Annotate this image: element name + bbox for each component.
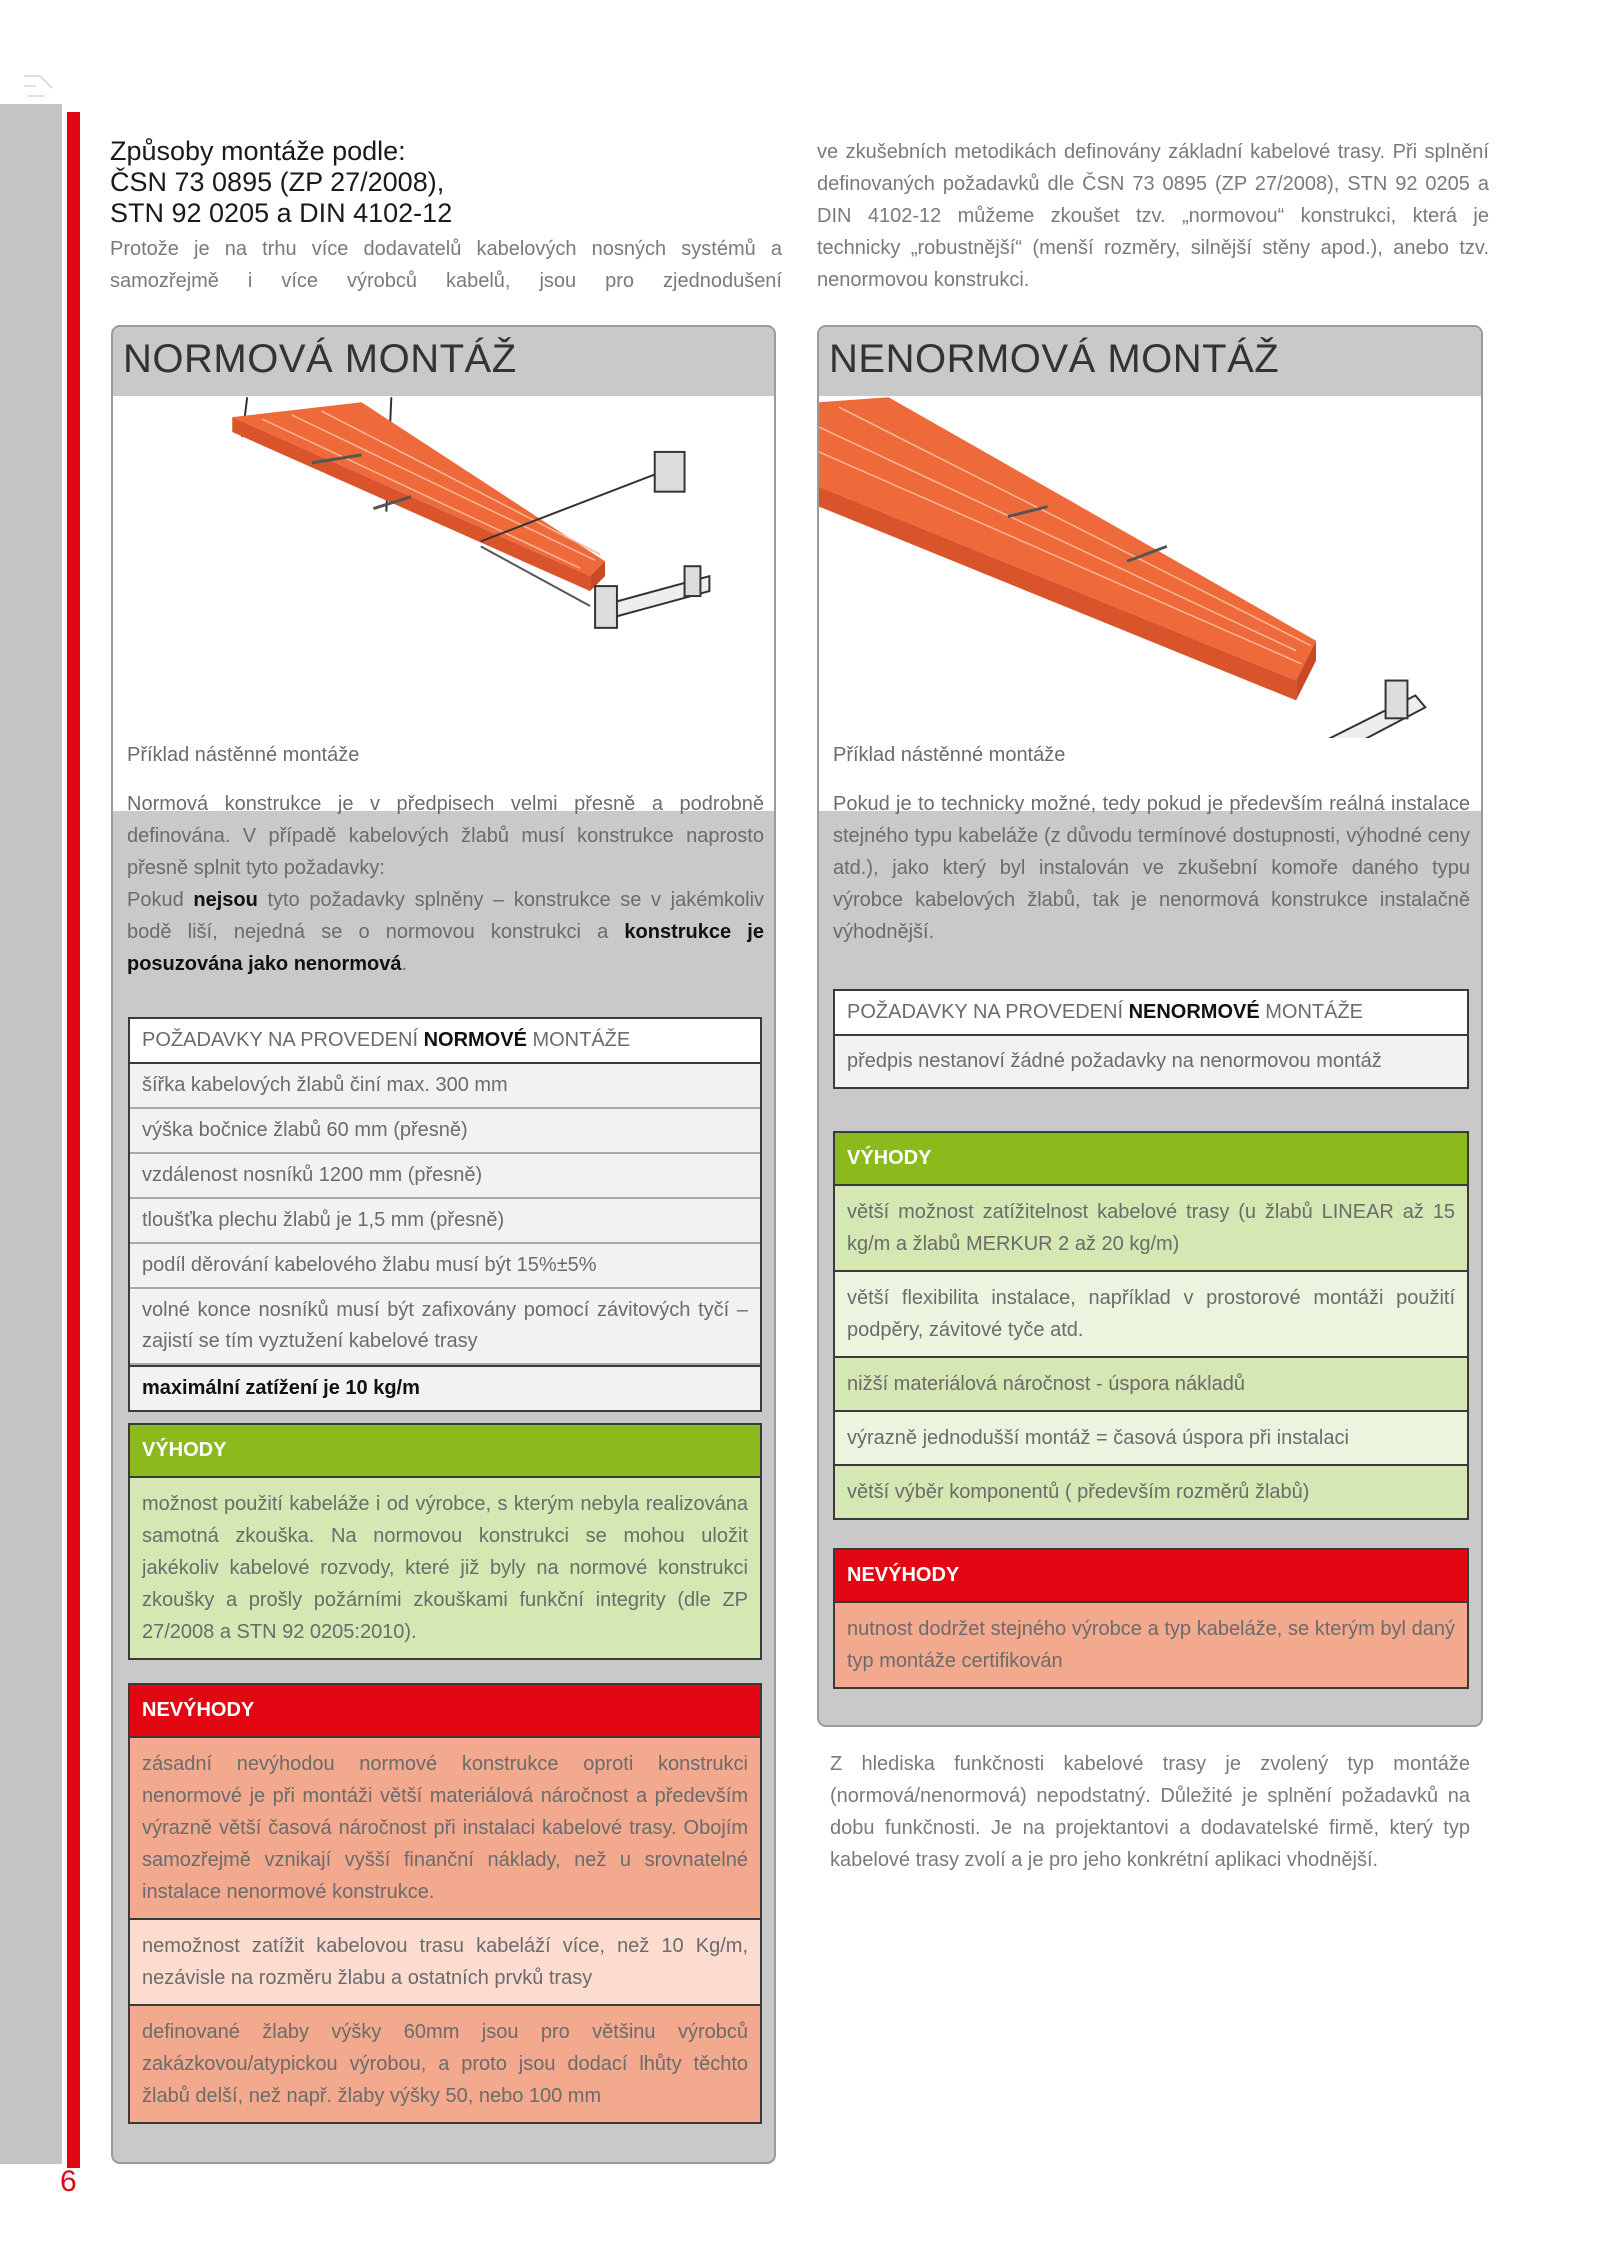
- advantages-box-nenormova: [833, 1131, 1469, 1520]
- text-run: MONTÁŽE: [1259, 1001, 1364, 1023]
- advantages-header: VÝHODY: [835, 1133, 1467, 1186]
- intro-left: Protože je na trhu více dodavatelů kabelových nosných systémů a samozřejmě i více výrobců kabelů, jsou pro zjednodušení: [110, 238, 782, 292]
- requirements-table-normova: [128, 1017, 762, 1412]
- disadvantages-header: NEVÝHODY: [835, 1550, 1467, 1603]
- table-row: volné konce nosníků musí být zafixovány pomocí závitových tyčí – zajistí se tím vyztužení kabelové trasy: [130, 1289, 760, 1365]
- closing-paragraph: Z hlediska funkčnosti kabelové trasy je zvolený typ montáže (normová/nenormová) nepodstatný. Důležité je splnění požadavků na dobu funkčnosti. Je na projektantovi a dodavatelské firmě, který typ kabelové trasy zvolí a je pro jeho konkrétní aplikaci vhodnější.: [830, 1753, 1470, 1871]
- table-row: šířka kabelových žlabů činí max. 300 mm: [130, 1064, 760, 1109]
- advantage-item: možnost použití kabeláže i od výrobce, s kterým nebyla realizována samotná zkouška. Na normovou konstrukci se mohou uložit jakékoliv kabelové rozvody, které již byly na normové konstrukci zkoušky a prošly požárními zkouškami funkční integrity (dle ZP 27/2008 a STN 92 0205:2010).: [130, 1478, 760, 1658]
- advantage-item: větší flexibilita instalace, například v prostorové montáži použití podpěry, závitové tyče atd.: [835, 1272, 1467, 1358]
- advantage-item: nižší materiálová náročnost - úspora nákladů: [835, 1358, 1467, 1412]
- advantage-item: výrazně jednodušší montáž = časová úspora při instalaci: [835, 1412, 1467, 1466]
- normova-description: [127, 788, 764, 980]
- heading-line: ČSN 73 0895 (ZP 27/2008),: [110, 167, 445, 197]
- side-strip: [0, 104, 62, 2164]
- table-row: podíl děrování kabelového žlabu musí být 15%±5%: [130, 1244, 760, 1289]
- nenormova-description: Pokud je to technicky možné, tedy pokud je především reálná instalace stejného typu kabeláže (z důvodu termínové dostupnosti, výhodné ceny atd.), jako který byl instalován ve zkušební komoře daného typu výrobce kabelových žlabů, tak je nenormová konstrukce instalačně výhodnější.: [833, 793, 1470, 943]
- disadvantages-header: NEVÝHODY: [130, 1685, 760, 1738]
- image-caption: Příklad nástěnné montáže: [819, 738, 1481, 773]
- text-run-bold: konstrukce je posuzována jako nenormová: [127, 921, 764, 975]
- requirements-table-nenormova: [833, 989, 1469, 1089]
- panel-title: NORMOVÁ MONTÁŽ: [113, 327, 774, 396]
- text-run: tyto požadavky splněny – konstrukce se v jakémkoliv bodě liší, nejedná se o normovou konstrukci a: [127, 889, 765, 943]
- heading-line: STN 92 0205 a DIN 4102-12: [110, 198, 453, 228]
- table-row: výška bočnice žlabů 60 mm (přesně): [130, 1109, 760, 1154]
- advantage-item: větší výběr komponentů ( především rozměrů žlabů): [835, 1466, 1467, 1518]
- text-run: MONTÁŽE: [526, 1029, 631, 1051]
- image-caption: Příklad nástěnné montáže: [113, 738, 774, 773]
- accent-bar: [67, 112, 80, 2168]
- normova-panel: [111, 325, 776, 2164]
- intro-right: ve zkušebních metodikách definovány základní kabelové trasy. Při splnění definovaných požadavků dle ČSN 73 0895 (ZP 27/2008), STN 92 0205 a DIN 4102-12 můžeme zkoušet tzv. „normovou“ konstrukci, která je technicky „robustnější“ (menší rozměry, silnější stěny apod.), anebo tzv. nenormovou konstrukci.: [817, 141, 1489, 291]
- disadvantage-item: nutnost dodržet stejného výrobce a typ kabeláže, se kterým byl daný typ montáže certifikován: [835, 1603, 1467, 1687]
- corner-mark-icon: [18, 72, 58, 106]
- text-run: POŽADAVKY NA PROVEDENÍ: [847, 1001, 1129, 1023]
- heading-line: Způsoby montáže podle:: [110, 136, 406, 166]
- disadvantage-item: nemožnost zatížit kabelovou trasu kabeláží více, než 10 Kg/m, nezávisle na rozměru žlabu a ostatních prvků trasy: [130, 1920, 760, 2006]
- advantage-item: větší možnost zatížitelnost kabelové trasy (u žlabů LINEAR až 15 kg/m a žlabů MERKUR 2 až 20 kg/m): [835, 1186, 1467, 1272]
- table-row: předpis nestanoví žádné požadavky na nenormovou montáž: [847, 1050, 1382, 1072]
- text-run: .: [401, 953, 408, 975]
- page-heading: [110, 136, 786, 229]
- panel-title: NENORMOVÁ MONTÁŽ: [819, 327, 1481, 396]
- text-run-bold: NORMOVÉ: [423, 1029, 527, 1051]
- table-row: tloušťka plechu žlabů je 1,5 mm (přesně): [130, 1199, 760, 1244]
- text-run-bold: NENORMOVÉ: [1128, 1001, 1260, 1023]
- description-paragraph: Normová konstrukce je v předpisech velmi přesně a podrobně definována. V případě kabelových žlabů musí konstrukce naprosto přesně splnit tyto požadavky:: [127, 793, 764, 879]
- advantages-box-normova: [128, 1423, 762, 1660]
- disadvantage-item: definované žlaby výšky 60mm jsou pro většinu výrobců zakázkovou/atypickou výrobou, a proto jsou dodací lhůty těchto žlabů delší, než např. žlaby výšky 50, nebo 100 mm: [130, 2006, 760, 2122]
- table-row-max-load: maximální zatížení je 10 kg/m: [130, 1365, 760, 1410]
- description-paragraph: [127, 884, 764, 980]
- table-header: [130, 1019, 760, 1064]
- advantages-header: VÝHODY: [130, 1425, 760, 1478]
- disadvantages-box-nenormova: [833, 1548, 1469, 1689]
- disadvantage-item: zásadní nevýhodou normové konstrukce oproti konstrukci nenormové je při montáži větší materiálová náročnost a především výrazně větší časová náročnost při instalaci kabelové trasy. Obojím samozřejmě vznikají vyšší finanční náklady, než u srovnatelné instalace nenormové konstrukce.: [130, 1738, 760, 1920]
- table-row: vzdálenost nosníků 1200 mm (přesně): [130, 1154, 760, 1199]
- table-header: [835, 991, 1467, 1036]
- page-number: 6: [60, 2165, 77, 2198]
- text-run: POŽADAVKY NA PROVEDENÍ: [142, 1029, 424, 1051]
- text-run-bold: nejsou: [193, 889, 258, 911]
- nenormova-panel: [817, 325, 1483, 1727]
- disadvantages-box-normova: [128, 1683, 762, 2124]
- text-run: Pokud: [127, 889, 194, 911]
